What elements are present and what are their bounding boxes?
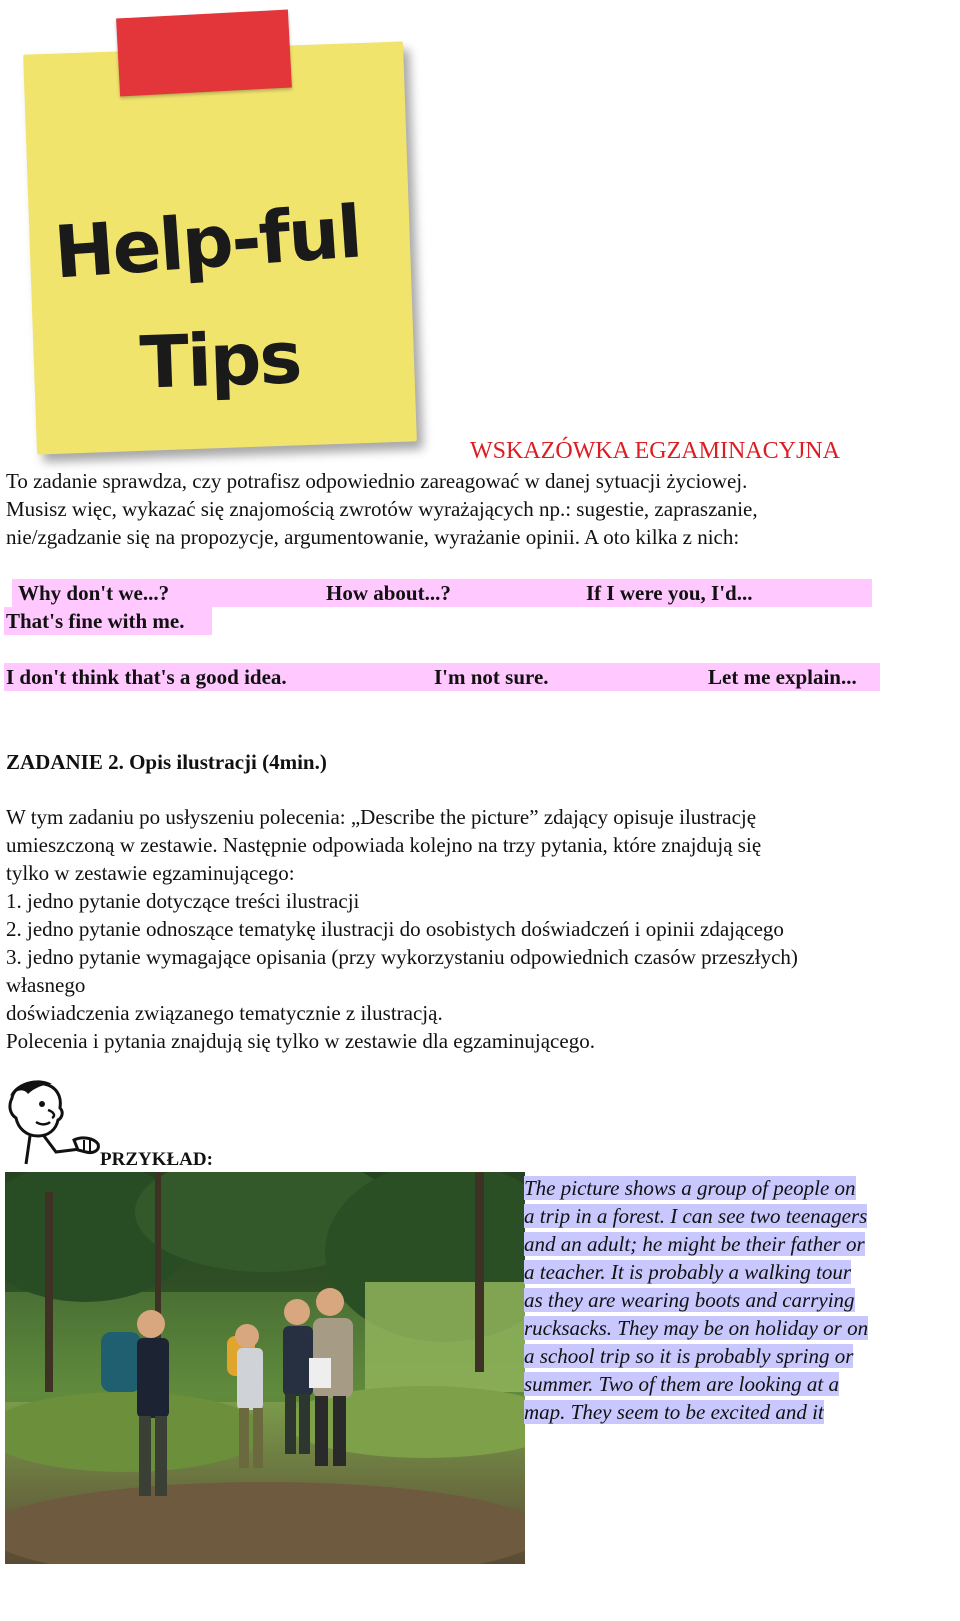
note-title-line1: Help-ful xyxy=(51,189,364,295)
desc-line-2: a trip in a forest. I can see two teenagers xyxy=(524,1204,868,1228)
task-line-3: tylko w zestawie egzaminującego: xyxy=(6,861,295,885)
note-title-line2: Tips xyxy=(138,315,302,405)
task-line-2: umieszczoną w zestawie. Następnie odpowiada kolejno na trzy pytania, które znajdują się xyxy=(6,833,762,857)
phrase-let-me-explain: Let me explain... xyxy=(708,665,857,689)
phrase-if-i-were-you: If I were you, I'd... xyxy=(586,581,753,605)
phrase-thats-fine: That's fine with me. xyxy=(6,609,185,633)
task-line-5: 2. jedno pytanie odnoszące tematykę ilustracji do osobistych doświadczeń i opinii zdającego xyxy=(6,917,784,941)
desc-line-9: map. They seem to be excited and it xyxy=(524,1400,824,1424)
phrase-dont-think: I don't think that's a good idea. xyxy=(6,665,287,689)
pointing-man-icon xyxy=(4,1078,104,1170)
desc-line-6: rucksacks. They may be on holiday or on xyxy=(524,1316,869,1340)
phrase-why-dont-we: Why don't we...? xyxy=(18,581,170,605)
task-line-1: W tym zadaniu po usłyszeniu polecenia: „Describe the picture” zdający opisuje ilustrację xyxy=(6,805,757,829)
example-label: PRZYKŁAD: xyxy=(100,1149,213,1170)
sticky-tape xyxy=(116,10,292,97)
desc-line-8: summer. Two of them are looking at a xyxy=(524,1372,839,1396)
desc-line-3: and an adult; he might be their father or xyxy=(524,1232,865,1256)
task-title: ZADANIE 2. Opis ilustracji (4min.) xyxy=(6,750,327,774)
desc-line-5: as they are wearing boots and carrying xyxy=(524,1288,855,1312)
example-description xyxy=(524,1174,926,1426)
phrase-how-about: How about...? xyxy=(326,581,451,605)
exam-tip-line-3: nie/zgadzanie się na propozycje, argumentowanie, wyrażanie opinii. A oto kilka z nich: xyxy=(6,525,740,549)
task-line-7: własnego xyxy=(6,973,86,997)
desc-line-7: a school trip so it is probably spring or xyxy=(524,1344,854,1368)
task-line-8: doświadczenia związanego tematycznie z ilustracją. xyxy=(6,1001,443,1025)
exam-tip-line-1: To zadanie sprawdza, czy potrafisz odpowiednio zareagować w danej sytuacji życiowej. xyxy=(6,469,748,493)
exam-tip-line-2: Musisz więc, wykazać się znajomością zwrotów wyrażających np.: sugestie, zapraszanie, xyxy=(6,497,758,521)
desc-line-4: a teacher. It is probably a walking tour xyxy=(524,1260,852,1284)
forest-hikers-photo xyxy=(5,1172,525,1564)
desc-line-1: The picture shows a group of people on xyxy=(524,1176,856,1200)
task-line-9: Polecenia i pytania znajdują się tylko w zestawie dla egzaminującego. xyxy=(6,1029,595,1053)
task-line-4: 1. jedno pytanie dotyczące treści ilustracji xyxy=(6,889,360,913)
exam-tip-heading: WSKAZÓWKA EGZAMINACYJNA xyxy=(470,438,840,464)
phrase-not-sure: I'm not sure. xyxy=(434,665,549,689)
task-line-6: 3. jedno pytanie wymagające opisania (przy wykorzystaniu odpowiednich czasów przeszłych) xyxy=(6,945,798,969)
